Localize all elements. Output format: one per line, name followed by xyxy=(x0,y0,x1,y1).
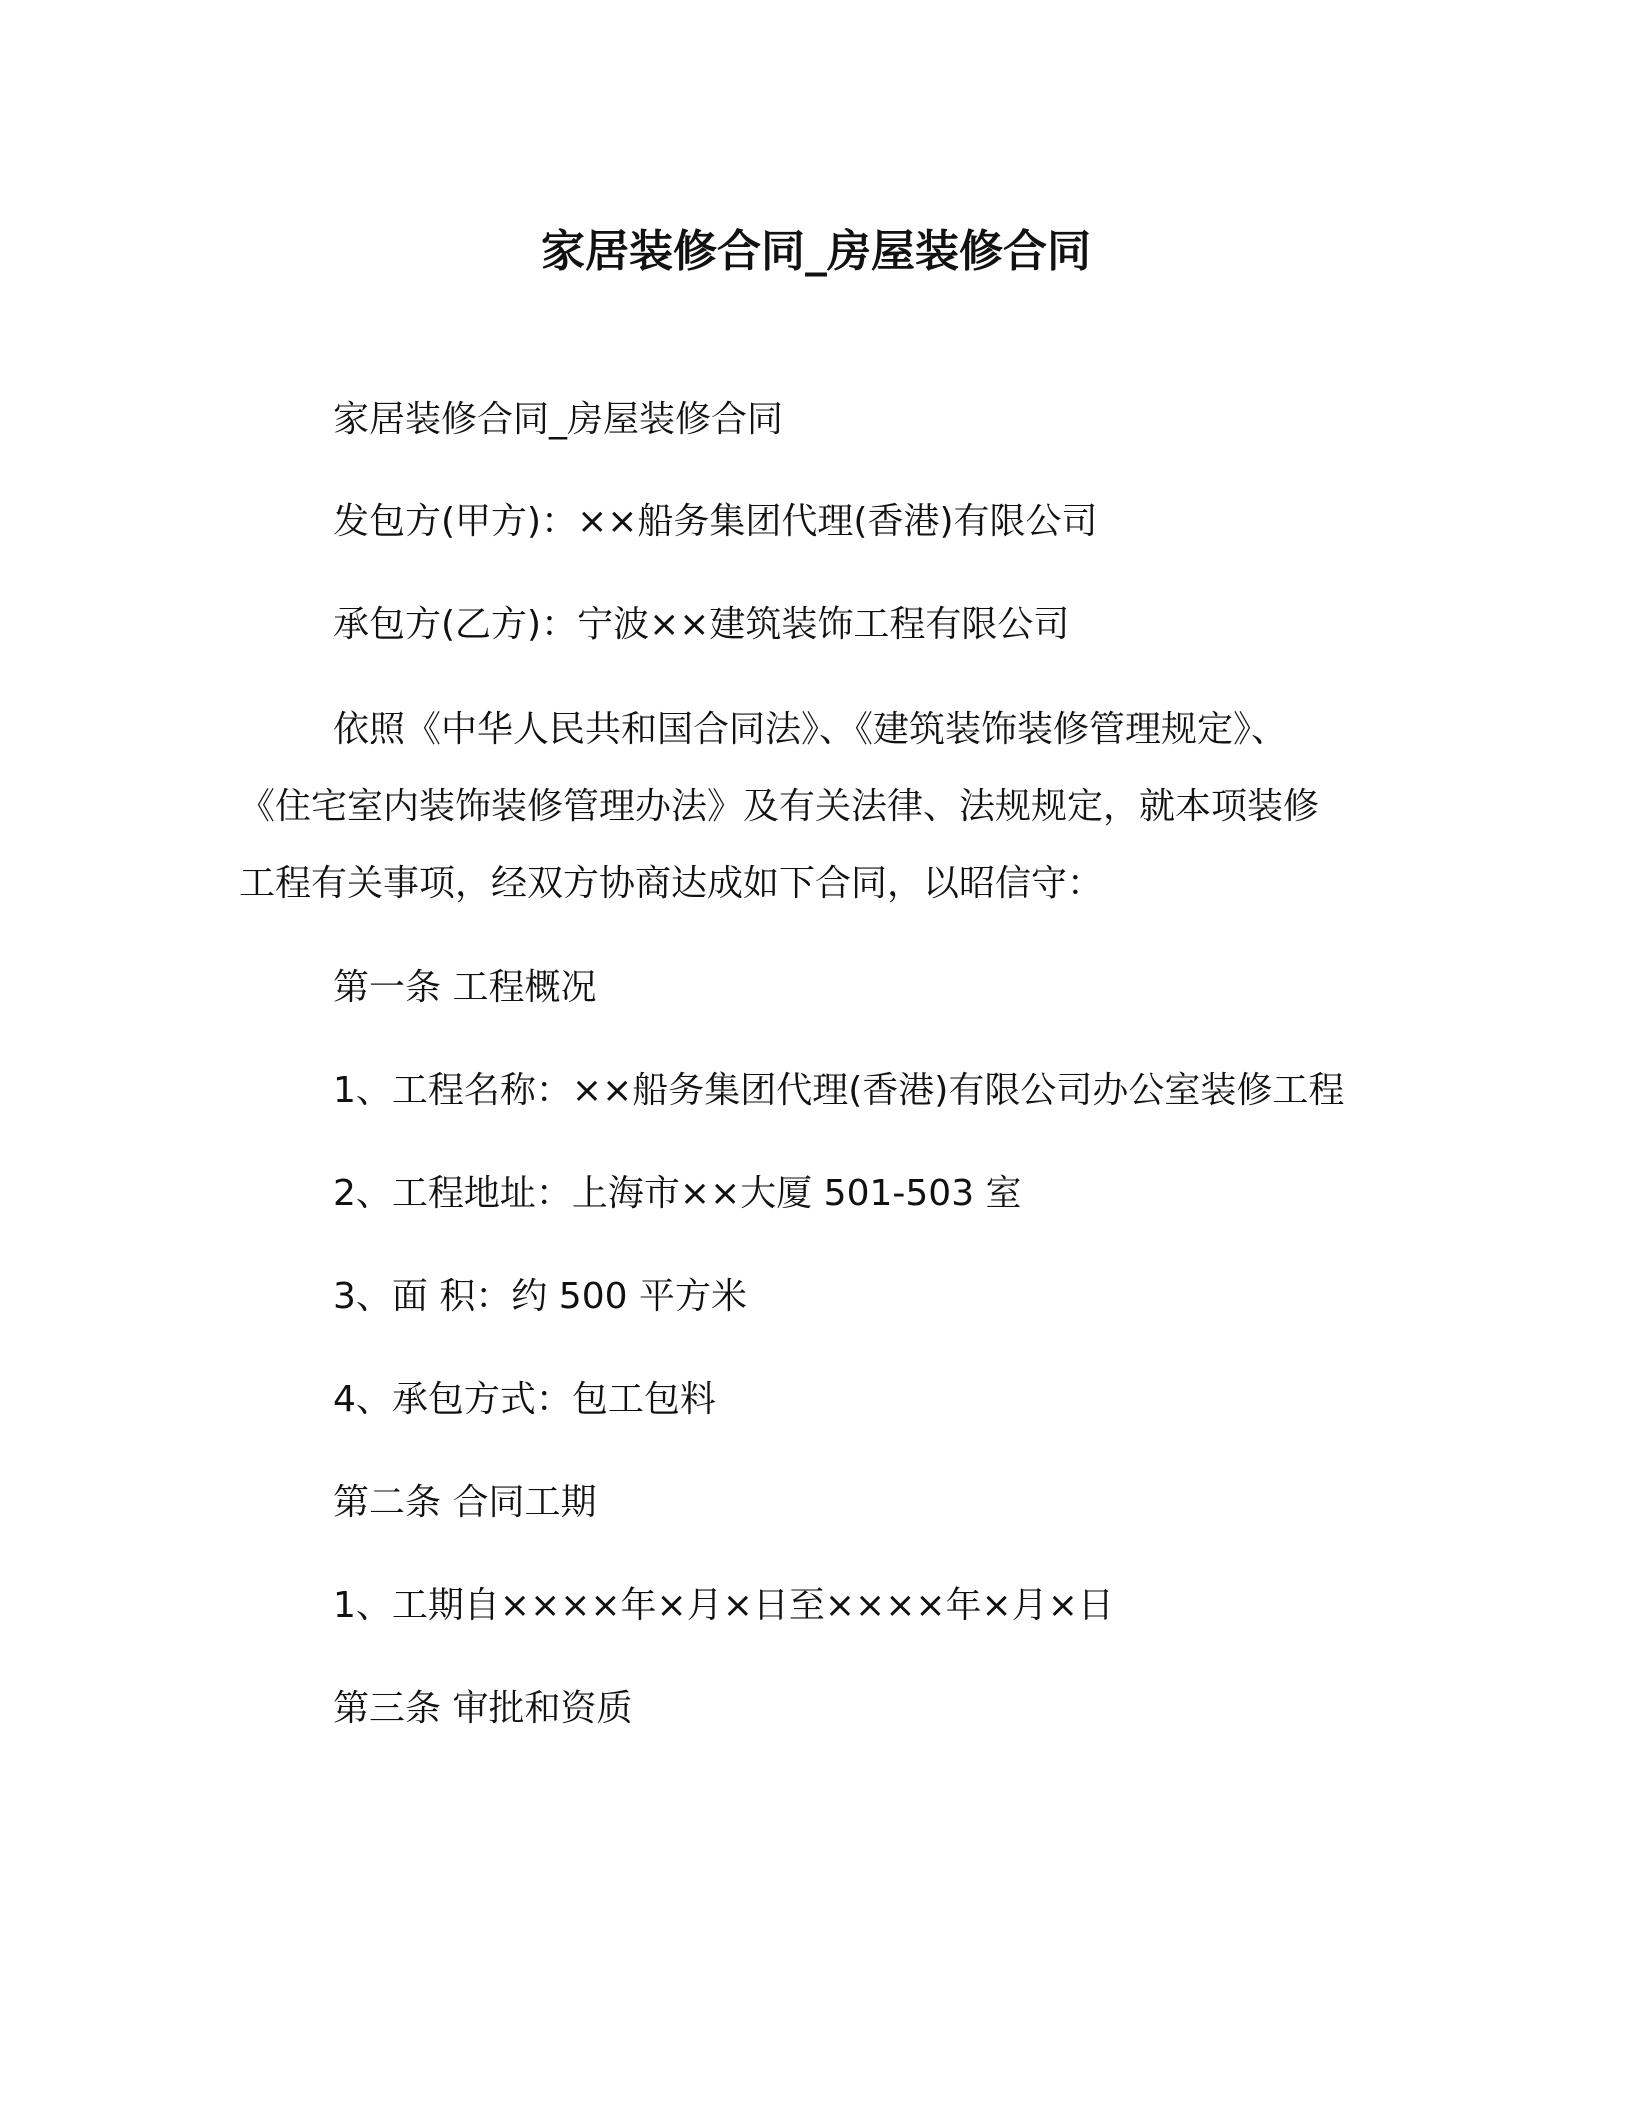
party-a-line: 发包方(甲方)：××船务集团代理(香港)有限公司 xyxy=(333,501,1098,542)
document-subtitle: 家居装修合同_房屋装修合同 xyxy=(333,399,784,440)
article-1-item-3: 3、面 积：约 500 平方米 xyxy=(333,1276,747,1317)
article-1-item-1: 1、工程名称：××船务集团代理(香港)有限公司办公室装修工程 xyxy=(333,1070,1345,1111)
preamble-line-2: 《住宅室内装饰装修管理办法》及有关法律、法规规定，就本项装修 xyxy=(239,786,1320,827)
article-1-item-2: 2、工程地址：上海市××大厦 501-503 室 xyxy=(333,1173,1022,1214)
document-title: 家居装修合同_房屋装修合同 xyxy=(541,226,1091,277)
preamble-line-3: 工程有关事项，经双方协商达成如下合同，以昭信守： xyxy=(239,863,1104,904)
article-2-heading: 第二条 合同工期 xyxy=(333,1482,597,1523)
party-b-line: 承包方(乙方)：宁波××建筑装饰工程有限公司 xyxy=(333,604,1070,645)
article-1-heading: 第一条 工程概况 xyxy=(333,967,597,1008)
article-1-item-4: 4、承包方式：包工包料 xyxy=(333,1379,716,1420)
preamble-line-1: 依照《中华人民共和国合同法》、《建筑装饰装修管理规定》、 xyxy=(333,709,1288,750)
article-3-heading: 第三条 审批和资质 xyxy=(333,1688,633,1729)
article-2-item-1: 1、工期自××××年×月×日至××××年×月×日 xyxy=(333,1585,1114,1626)
